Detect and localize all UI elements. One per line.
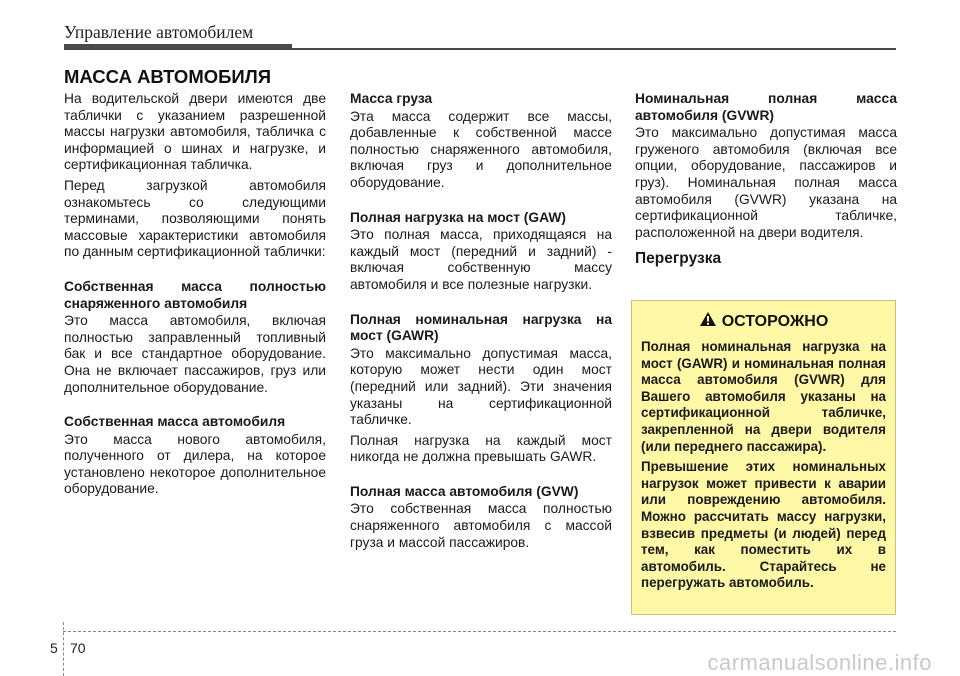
caution-title: ОСТОРОЖНО — [721, 312, 829, 330]
header-rule-thin — [292, 48, 896, 50]
gaw-heading: Полная нагрузка на мост (GAW) — [350, 209, 566, 225]
gawr-text: Это максимально допустимая масса, которую может нести один мост (передний или задний). Эти значения указаны на сертификационной табличке. — [350, 345, 612, 428]
warning-triangle-icon — [699, 311, 717, 332]
footer-divider — [63, 622, 64, 676]
footer-rule — [63, 631, 896, 632]
gawr-heading: Полная номинальная нагрузка на мост (GAWR) — [350, 311, 612, 344]
terms-paragraph: Перед загрузкой автомобиля ознакомьтесь со следующими терминами, позволяющими понять массовые характеристики автомобиля по данным сертификационной таблички: — [64, 177, 326, 260]
column-1 — [64, 91, 326, 502]
header-rule-thick — [64, 44, 292, 50]
chapter-number: 5 — [50, 640, 58, 656]
gvwr-text: Это максимально допустимая масса груженого автомобиля (включая все опции, оборудование, пассажиров и груз). Номинальная полная масса автомобиля (GVWR) указана на сертификационной табличке, расположенной на двери водителя. — [635, 125, 897, 240]
caution-paragraph-1: Полная номинальная нагрузка на мост (GAWR) и номинальная полная масса автомобиля (GVWR) для Вашего автомобиля указаны на сертификационной табличке, закрепленной на двери водителя (или переднего пассажира). — [641, 339, 886, 454]
section-title: МАССА АВТОМОБИЛЯ — [64, 66, 271, 87]
overload-heading: Перегрузка — [635, 250, 722, 268]
vehicle-weight-heading: Собственная масса автомобиля — [64, 414, 286, 430]
page-number: 70 — [70, 640, 86, 656]
caution-header — [641, 311, 886, 332]
caution-box — [631, 300, 896, 615]
gawr-limit-text: Полная нагрузка на каждый мост никогда не должна превышать GAWR. — [350, 432, 612, 465]
gaw-text: Это полная масса, приходящаяся на каждый мост (передний и задний) - включая собственную массу автомобиля и все полезные нагрузки. — [350, 227, 612, 292]
gvwr-heading: Номинальная полная масса автомобиля (GVWR) — [635, 91, 897, 123]
header-title: Управление автомобилем — [64, 22, 254, 42]
curb-weight-text: Это масса автомобиля, включая полностью заправленный топливный бак и все стандартное оборудование. Она не включает пассажиров, груз или дополнительное оборудование. — [64, 313, 326, 395]
vehicle-weight-text: Это масса нового автомобиля, полученного от дилера, на которое установлено некоторое дополнительное оборудование. — [64, 431, 326, 497]
cargo-weight-text: Эта масса содержит все массы, добавленные к собственной массе полностью снаряженного автомобиля, включая груз и дополнительное оборудование. — [350, 108, 612, 190]
column-2 — [350, 91, 612, 555]
intro-paragraph: На водительской двери имеются две таблички с указанием разрешенной массы нагрузки автомобиля, табличка с информацией о шинах и нагрузке, и сертификационная табличка. — [64, 91, 326, 173]
curb-weight-heading: Собственная масса полностью снаряженного автомобиля — [64, 278, 326, 311]
caution-paragraph-2: Превышение этих номинальных нагрузок может привести к аварии или повреждению автомобиля. Можно рассчитать массу нагрузки, взвесив предметы (и людей) перед тем, как поместить их в автомобиль. Старайтесь не перегружать автомобиль. — [641, 459, 886, 591]
watermark-text: carmanualsonline.info — [707, 650, 932, 675]
gvw-text: Это собственная масса полностью снаряженного автомобиля с массой груза и массой пассажиров. — [350, 501, 612, 550]
column-3 — [635, 91, 897, 268]
gvw-heading: Полная масса автомобиля (GVW) — [350, 483, 579, 499]
cargo-weight-heading: Масса груза — [350, 91, 433, 106]
